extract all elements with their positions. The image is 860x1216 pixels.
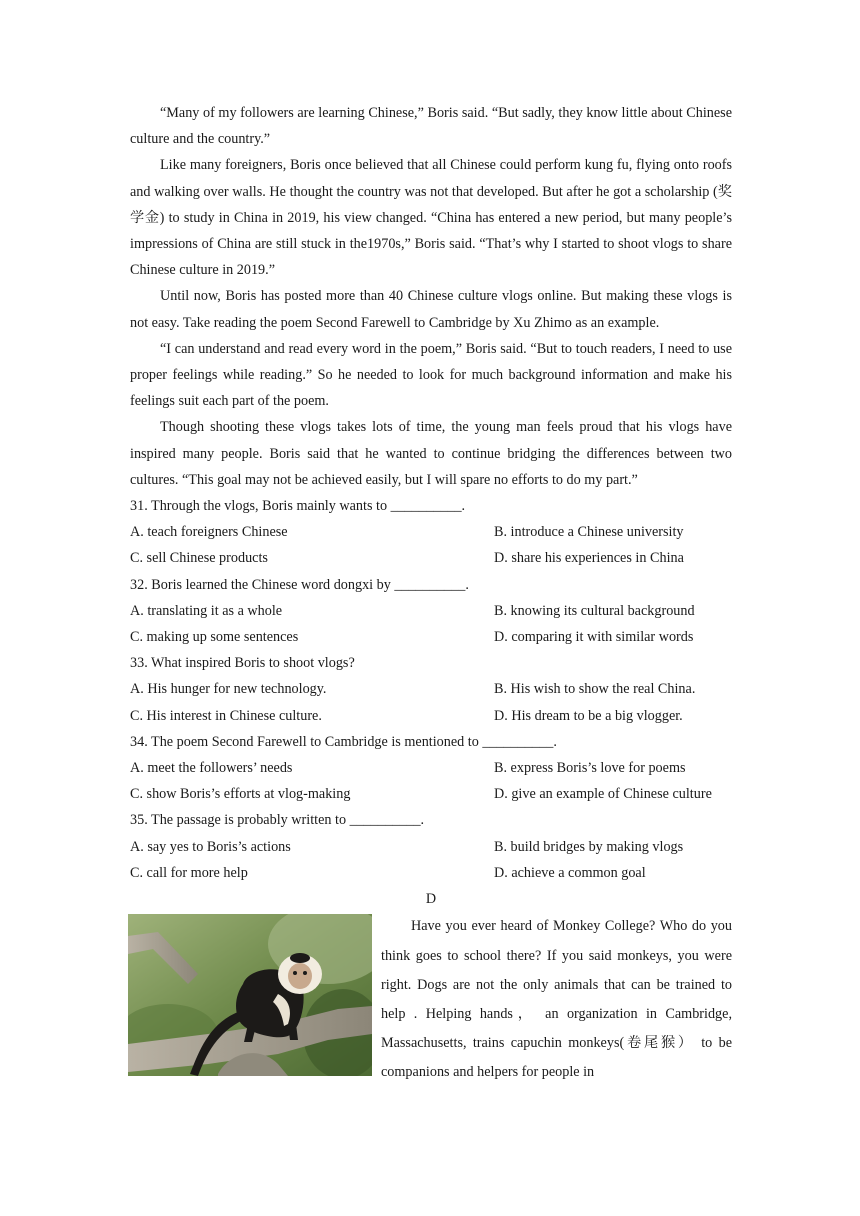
options	[130, 755, 732, 807]
capuchin-monkey-photo	[128, 914, 372, 1076]
option-b: B. express Boris’s love for poems	[494, 760, 686, 777]
question-stem: 34. The poem Second Farewell to Cambridge is mentioned to __________.	[130, 733, 557, 750]
question-stem: 35. The passage is probably written to __________.	[130, 812, 425, 829]
question-stem: 32. Boris learned the Chinese word dongxi by __________.	[130, 576, 469, 593]
section-d-heading: D	[425, 891, 437, 908]
paragraph: Until now, Boris has posted more than 40 Chinese culture vlogs online. But making these vlogs is not easy. Take reading the poem Second Farewell to Cambridge by Xu Zhimo as an example.	[130, 288, 732, 331]
option-d: D. comparing it with similar words	[494, 629, 694, 646]
option-d: D. give an example of Chinese culture	[494, 786, 712, 803]
option-b: B. His wish to show the real China.	[494, 681, 696, 698]
option-c: C. call for more help	[130, 864, 248, 881]
paragraph: Though shooting these vlogs takes lots of time, the young man feels proud that his vlogs have inspired many people. Boris said that he wanted to continue bridging the differences between two cultures. “This goal may not be achieved easily, but I will spare no efforts to do my part.”	[130, 419, 732, 488]
options	[130, 834, 732, 886]
options	[130, 519, 732, 571]
question-31	[130, 493, 732, 572]
question-stem: 31. Through the vlogs, Boris mainly wants to __________.	[130, 498, 466, 515]
document-page	[130, 100, 732, 1092]
paragraph: “I can understand and read every word in the poem,” Boris said. “But to touch readers, I need to use proper feelings while reading.” So he needed to look for much background information and make his feelings suit each part of the poem.	[130, 340, 732, 410]
question-32	[130, 572, 732, 651]
options	[130, 598, 732, 650]
question-stem: 33. What inspired Boris to shoot vlogs?	[130, 655, 355, 672]
option-a: A. translating it as a whole	[130, 602, 283, 619]
paragraph: Like many foreigners, Boris once believed that all Chinese could perform kung fu, flying onto roofs and walking over walls. He thought the country was not that developed. But after he got a scholarship (奖学金) to study in China in 2019, his view changed. “China has entered a new period, but many people’s impressions of China are still stuck in the1970s,” Boris said. “That’s why I started to shoot vlogs to share Chinese culture in 2019.”	[130, 157, 732, 279]
option-c: C. His interest in Chinese culture.	[130, 707, 322, 724]
option-a: A. His hunger for new technology.	[130, 681, 327, 698]
option-d: D. share his experiences in China	[494, 550, 684, 567]
question-34	[130, 729, 732, 808]
option-b: B. knowing its cultural background	[494, 602, 695, 619]
option-c: C. sell Chinese products	[130, 550, 268, 567]
option-a: A. teach foreigners Chinese	[130, 524, 288, 541]
option-a: A. meet the followers’ needs	[130, 760, 293, 777]
question-35	[130, 807, 732, 886]
options	[130, 676, 732, 728]
option-b: B. introduce a Chinese university	[494, 524, 684, 541]
question-33	[130, 650, 732, 729]
option-c: C. making up some sentences	[130, 629, 299, 646]
option-d: D. His dream to be a big vlogger.	[494, 707, 683, 724]
option-a: A. say yes to Boris’s actions	[130, 838, 291, 855]
section-d-text: Have you ever heard of Monkey College? Who do you think goes to school there? If you said monkeys, you were right. Dogs are not the only animals that can be trained to help . Helping hands， an organization in Cambridge, Massachusetts, trains capuchin monkeys(卷尾猴） to be companions and helpers for people in	[381, 918, 732, 1081]
option-b: B. build bridges by making vlogs	[494, 838, 684, 855]
section-d	[130, 912, 732, 1092]
option-c: C. show Boris’s efforts at vlog-making	[130, 786, 351, 803]
paragraph: “Many of my followers are learning Chinese,” Boris said. “But sadly, they know little about Chinese culture and the country.”	[130, 105, 732, 148]
option-d: D. achieve a common goal	[494, 864, 646, 881]
